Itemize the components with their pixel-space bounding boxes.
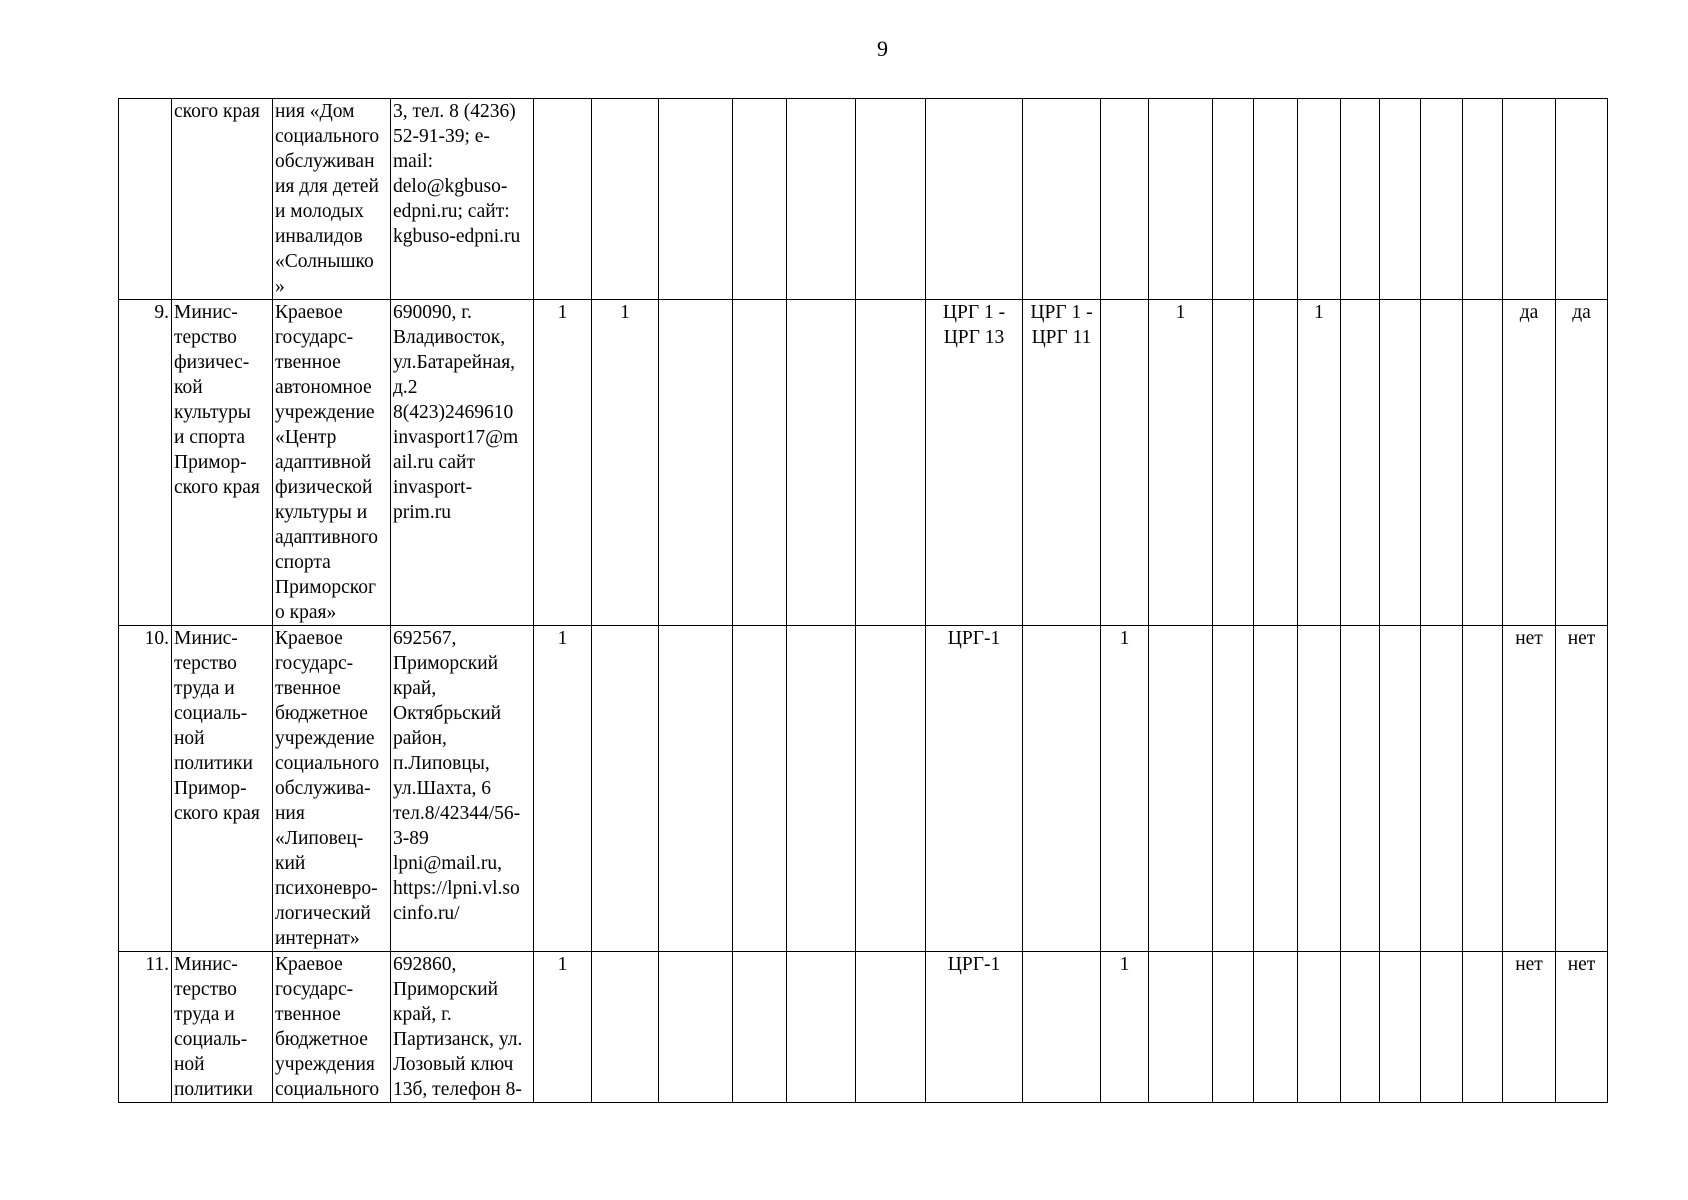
value-cell: [1556, 626, 1608, 952]
value-cell: [856, 99, 926, 300]
value-cell-text: ЦРГ 1 - ЦРГ 11: [1030, 302, 1093, 348]
ministry-cell: [172, 99, 273, 300]
value-cell: [787, 300, 856, 626]
row-number-cell: [119, 99, 172, 300]
value-cell: [1101, 99, 1149, 300]
value-cell: [1298, 300, 1341, 626]
value-cell: [926, 99, 1023, 300]
value-cell-text: 1: [620, 302, 630, 323]
value-cell-text: да: [1572, 302, 1591, 323]
value-cell: [1341, 99, 1380, 300]
value-cell-text: 1: [1314, 302, 1324, 323]
row-number-cell-text: 11.: [145, 954, 169, 975]
value-cell-text: 1: [557, 302, 568, 323]
value-cell-text: да: [1519, 302, 1539, 323]
ministry-cell: [172, 952, 273, 1103]
row-number-cell: [119, 300, 172, 626]
value-cell-text: нет: [1515, 954, 1543, 975]
value-cell: [1421, 952, 1463, 1103]
value-cell: [1213, 99, 1254, 300]
value-cell: [1503, 99, 1556, 300]
value-cell: [1380, 952, 1421, 1103]
value-cell: [733, 99, 787, 300]
value-cell-text: 1: [1119, 628, 1130, 649]
value-cell: [592, 99, 659, 300]
value-cell: [1149, 626, 1213, 952]
value-cell: [856, 626, 926, 952]
value-cell-text: ЦРГ-1: [947, 954, 1001, 975]
institution-cell: [273, 99, 391, 300]
value-cell-text: 1: [1119, 954, 1130, 975]
value-cell: [659, 626, 733, 952]
value-cell: [733, 626, 787, 952]
value-cell: [856, 300, 926, 626]
value-cell-text: 1: [1175, 302, 1186, 323]
value-cell: [659, 952, 733, 1103]
institution-cell: [273, 952, 391, 1103]
value-cell: [1341, 300, 1380, 626]
value-cell: [659, 300, 733, 626]
contacts-cell-text: 690090, г. Владивосток, ул.Батарейная, д.2 8(423)2469610 invasport17@m ail.ru сайт invasport- prim.ru: [393, 302, 519, 523]
value-cell: [787, 626, 856, 952]
value-cell: [1503, 300, 1556, 626]
institution-cell: [273, 300, 391, 626]
value-cell: [1101, 300, 1149, 626]
value-cell: [1421, 300, 1463, 626]
value-cell: [592, 300, 659, 626]
table-row: [119, 300, 1608, 626]
value-cell: [856, 952, 926, 1103]
value-cell: [1023, 99, 1101, 300]
value-cell-text: 1: [557, 628, 568, 649]
value-cell-text: ЦРГ-1: [947, 628, 1001, 649]
value-cell: [1298, 99, 1341, 300]
value-cell-text: нет: [1567, 954, 1596, 975]
value-cell: [1463, 99, 1503, 300]
ministry-cell-text: Минис- терство труда и социаль- ной политики Примор- ского края: [174, 628, 260, 824]
value-cell: [592, 952, 659, 1103]
value-cell: [1213, 300, 1254, 626]
institution-cell: [273, 626, 391, 952]
value-cell: [1298, 626, 1341, 952]
value-cell: [926, 300, 1023, 626]
page-number: 9: [877, 36, 888, 61]
value-cell: [534, 952, 592, 1103]
ministry-cell-text: ского края: [174, 101, 260, 122]
value-cell: [1556, 300, 1608, 626]
contacts-cell: [391, 952, 534, 1103]
value-cell: [1556, 99, 1608, 300]
value-cell: [1254, 952, 1298, 1103]
contacts-cell-text: 3, тел. 8 (4236) 52-91-39; e- mail: delo@kgbuso- edpni.ru; сайт: kgbuso-edpni.ru: [393, 101, 521, 247]
institution-cell-text: Краевое государс- твенное автономное учреждение «Центр адаптивной физической культуры и адаптивного спорта Приморског о края»: [275, 302, 379, 623]
value-cell: [1341, 626, 1380, 952]
value-cell: [1463, 626, 1503, 952]
value-cell: [1101, 626, 1149, 952]
value-cell: [1254, 626, 1298, 952]
institution-cell-text: Краевое государс- твенное бюджетное учреждения социального: [275, 954, 380, 1100]
value-cell: [1463, 952, 1503, 1103]
contacts-cell-text: 692567, Приморский край, Октябрьский район, п.Липовцы, ул.Шахта, 6 тел.8/42344/56- 3-89 lpni@mail.ru, https://lpni.vl.so cinfo.ru/: [393, 628, 521, 924]
value-cell: [1503, 626, 1556, 952]
value-cell: [733, 300, 787, 626]
value-cell: [733, 952, 787, 1103]
value-cell: [1101, 952, 1149, 1103]
row-number-cell: [119, 626, 172, 952]
value-cell: [592, 626, 659, 952]
value-cell: [659, 99, 733, 300]
contacts-cell: [391, 99, 534, 300]
value-cell: [1023, 300, 1101, 626]
value-cell: [1149, 99, 1213, 300]
value-cell: [787, 952, 856, 1103]
institution-cell-text: ния «Дом социального обслуживан ия для детей и молодых инвалидов «Солнышко »: [275, 101, 380, 297]
data-table: [118, 98, 1608, 1103]
value-cell: [1149, 300, 1213, 626]
value-cell: [534, 626, 592, 952]
institution-cell-text: Краевое государс- твенное бюджетное учреждение социального обслужива- ния «Липовец- кий психоневро- логический интернат»: [275, 628, 380, 949]
value-cell: [926, 626, 1023, 952]
value-cell: [1254, 99, 1298, 300]
value-cell: [1380, 300, 1421, 626]
value-cell: [534, 99, 592, 300]
ministry-cell-text: Минис- терство физичес- кой культуры и спорта Примор- ского края: [174, 302, 260, 498]
row-number-cell-text: 9.: [154, 302, 169, 323]
value-cell: [1149, 952, 1213, 1103]
value-cell: [1023, 626, 1101, 952]
ministry-cell-text: Минис- терство труда и социаль- ной политики: [174, 954, 253, 1100]
value-cell-text: нет: [1515, 628, 1543, 649]
value-cell: [534, 300, 592, 626]
value-cell: [787, 99, 856, 300]
row-number-cell-text: 10.: [144, 628, 169, 649]
ministry-cell: [172, 300, 273, 626]
value-cell: [1213, 952, 1254, 1103]
value-cell: [926, 952, 1023, 1103]
value-cell-text: 1: [557, 954, 568, 975]
ministry-cell: [172, 626, 273, 952]
value-cell: [1503, 952, 1556, 1103]
contacts-cell: [391, 626, 534, 952]
value-cell: [1254, 300, 1298, 626]
contacts-cell: [391, 300, 534, 626]
value-cell: [1380, 99, 1421, 300]
row-number-cell: [119, 952, 172, 1103]
value-cell: [1556, 952, 1608, 1103]
value-cell-text: нет: [1567, 628, 1596, 649]
value-cell: [1341, 952, 1380, 1103]
table-row: [119, 99, 1608, 300]
table-row: [119, 626, 1608, 952]
contacts-cell-text: 692860, Приморский край, г. Партизанск, ул. Лозовый ключ 13б, телефон 8-: [393, 954, 523, 1100]
value-cell: [1298, 952, 1341, 1103]
value-cell-text: ЦРГ 1 - ЦРГ 13: [942, 302, 1006, 348]
value-cell: [1421, 99, 1463, 300]
value-cell: [1463, 300, 1503, 626]
table-row: [119, 952, 1608, 1103]
value-cell: [1213, 626, 1254, 952]
value-cell: [1380, 626, 1421, 952]
value-cell: [1023, 952, 1101, 1103]
value-cell: [1421, 626, 1463, 952]
